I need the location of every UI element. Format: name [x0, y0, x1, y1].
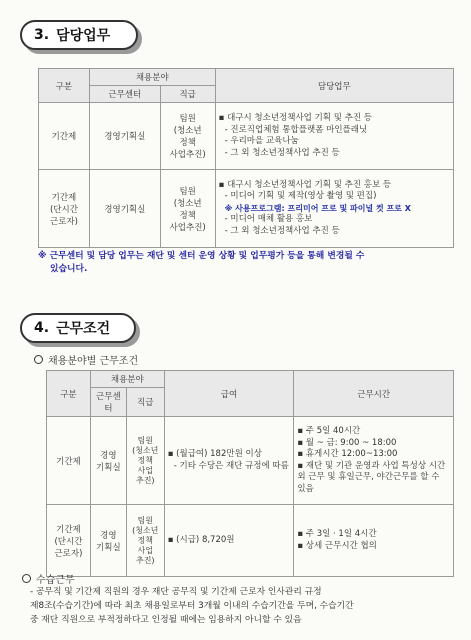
duty-list [219, 113, 450, 159]
list-item: - 미디어 매체 활용 홍보 [224, 214, 313, 225]
cell-type: 기간제 (단시간 근로자) [39, 170, 90, 248]
list-item: ▪ (월급여) 182만원 이상 [167, 449, 262, 459]
list-item: ▪ (시급) 8,720원 [167, 534, 235, 545]
duties-table [38, 68, 454, 248]
section-4-heading [20, 313, 136, 343]
circle-bullet-icon [34, 355, 43, 364]
hours-list [297, 529, 450, 552]
list-item: - 우리마을 교육나눔 [224, 136, 299, 146]
pay-list [168, 535, 291, 547]
section-4-title: 근무조건 [56, 321, 111, 337]
note-line: 있습니다. [50, 264, 88, 274]
paragraph-line: 중 재단 직원으로 부적정하다고 인정될 때에는 임용하지 아니할 수 있음 [30, 615, 302, 625]
list-item: ▪ 월 ~ 금: 9:00 ~ 18:00 [297, 437, 397, 448]
paragraph-line: 제8조(수습기간)에 따라 최초 채용일로부터 3개월 이내의 수습기간을 두며, 수습기간 [30, 601, 354, 611]
circle-bullet-icon [22, 574, 31, 583]
cell-type: 기간제 (단시간 근로자) [47, 505, 91, 577]
header-hours: 근무시간 [294, 371, 454, 417]
cell-rank: 팀원 (청소년 정책 사업 추진) [126, 417, 164, 505]
cell-center: 경영 기획실 [90, 505, 126, 577]
list-item: ※ 사용프로그램: 프리미어 프로 및 파이널 컷 프로 X [224, 203, 411, 213]
pay-list [168, 449, 291, 472]
cell-rank: 팀원 (청소년 정책 사업 추진) [126, 505, 164, 577]
header-center: 근무센터 [90, 388, 126, 417]
duty-list [219, 180, 450, 238]
header-field: 채용분야 [90, 371, 164, 388]
table-row [39, 103, 454, 170]
list-item: - 진로직업체험 통합플랫폼 마인플래닛 [224, 124, 368, 135]
table-row [47, 417, 454, 505]
conditions-table [46, 370, 454, 577]
subheading-text: 채용분야별 근무조건 [48, 356, 139, 367]
list-item: ▪ 휴게시간 12:00~13:00 [297, 449, 398, 459]
header-rank: 직급 [160, 86, 215, 103]
list-item: - 그 외 청소년정책사업 추진 등 [224, 225, 340, 236]
list-item: ▪ 대구시 청소년정책사업 기획 및 추진 등 [218, 113, 372, 123]
list-item: ▪ 주 3일 · 1일 4시간 [297, 529, 377, 539]
section-3-number: 3. [34, 27, 50, 43]
probation-paragraph [30, 585, 466, 627]
note-line: ※ 근무센터 및 담당 업무는 재단 및 센터 운영 상황 및 업무평가 등을 통해 변경될 수 [38, 251, 365, 261]
header-center: 근무센터 [89, 86, 160, 103]
list-item: ▪ 대구시 청소년정책사업 기획 및 추진 홍보 등 [218, 179, 392, 190]
header-pay: 급여 [164, 371, 294, 417]
list-item: ▪ 상세 근무시간 협의 [297, 540, 377, 551]
header-field: 채용분야 [89, 69, 215, 86]
header-gubun: 구분 [47, 371, 91, 417]
cell-rank: 팀원 (청소년 정책 사업추진) [160, 103, 215, 170]
list-item: ▪ 재단 및 기관 운영과 사업 특성상 시간 외 근무 및 휴일근무, 야간근무를 할 수 있음 [297, 460, 446, 494]
paragraph-line: - 공무직 및 기간제 직원의 경우 재단 공무직 및 기간제 근로자 인사관리 규정 [30, 587, 322, 597]
cell-center: 경영기획실 [89, 103, 160, 170]
hours-list [297, 426, 450, 495]
probation-heading [22, 571, 75, 586]
section-3-title: 담당업무 [56, 28, 111, 44]
cell-center: 경영 기획실 [90, 417, 126, 505]
header-duty: 담당업무 [215, 69, 453, 103]
section-3-heading [20, 20, 138, 50]
cell-rank: 팀원 (청소년 정책 사업추진) [160, 170, 215, 248]
list-item: ▪ 주 5일 40시간 [297, 426, 361, 436]
header-rank: 직급 [126, 388, 164, 417]
list-item: - 기타 수당은 재단 규정에 따름 [173, 460, 289, 471]
list-item: - 미디어 기획 및 제작(영상 촬영 및 편집) [224, 191, 377, 202]
probation-title: 수습근무 [36, 575, 75, 586]
cell-center: 경영기획실 [89, 170, 160, 248]
cell-type: 기간제 [39, 103, 90, 170]
conditions-subheading [34, 352, 138, 367]
cell-type: 기간제 [47, 417, 91, 505]
table-row [47, 505, 454, 577]
table-row [39, 170, 454, 248]
duties-note [38, 250, 458, 276]
header-gubun: 구분 [39, 69, 90, 103]
section-4-number: 4. [34, 320, 50, 336]
list-item: - 그 외 청소년정책사업 추진 등 [224, 147, 340, 158]
